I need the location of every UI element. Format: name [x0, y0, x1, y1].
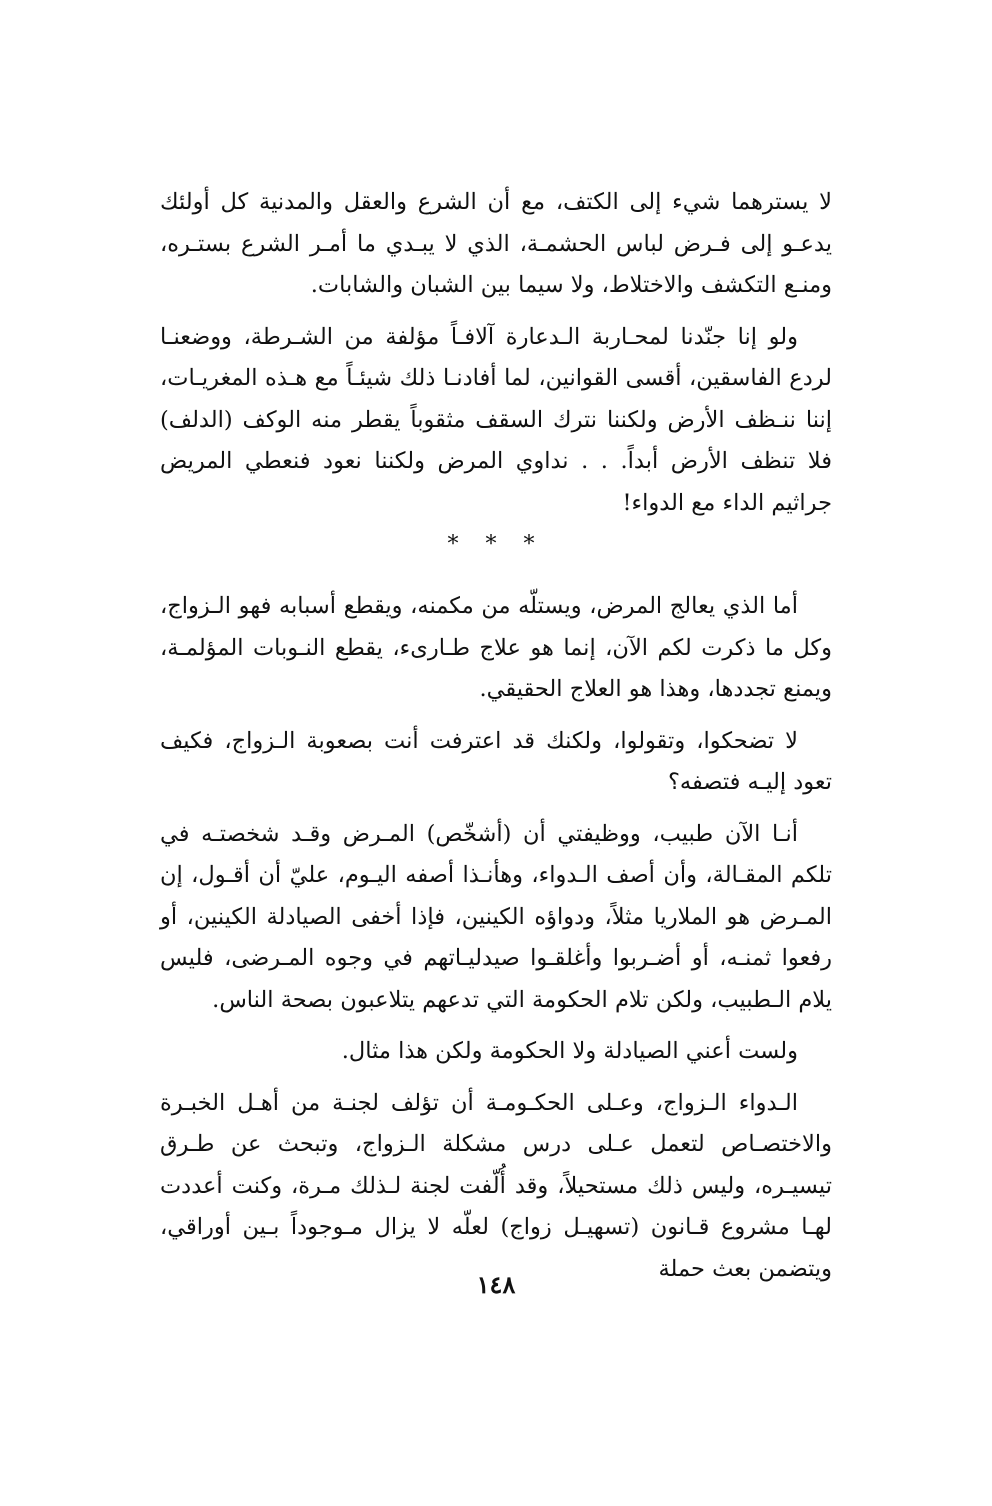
paragraph-7: الـدواء الـزواج، وعـلى الحكـومـة أن تؤلف لجنـة من أهـل الخبـرة والاختصـاص لتعمل عـلى درس مشكلة الـزواج، وتبحث عن طـرق تيسيـره، وليس ذلك مستحيلاً، وقد أُلّفت لجنة لـذلك مـرة، وكنت أعددت لهـا مشروع قـانون (تسهيـل زواج) لعلّه لا يزال مـوجوداً بـين أوراقي، ويتضمن بعث حملة: [160, 1089, 832, 1282]
paragraph-4: لا تضحكوا، وتقولوا، ولكنك قد اعترفت أنت بصعوبة الـزواج، فكيف تعود إليـه فتصفه؟: [160, 727, 832, 795]
paragraph-3: أما الذي يعالج المرض، ويستلّه من مكمنه، ويقطع أسبابه فهو الـزواج، وكل ما ذكرت لكم الآن، إنما هو علاج طـارىء، يقطع النـوبات المؤلمـة، ويمنع تجددها، وهذا هو العلاج الحقيقي.: [160, 593, 832, 702]
body-text: [160, 182, 832, 1300]
section-divider: * * *: [447, 532, 545, 557]
paragraph-5: أنـا الآن طبيب، ووظيفتي أن (أشخّص) المـرض وقـد شخصتـه في تلكم المقـالة، وأن أصف الـدواء، وهأنـذا أصفه اليـوم، عليّ أن أقـول، إن المـرض هو الملاريا مثلاً، ودواؤه الكينين، فإذا أخفى الصيادلة الكينين، أو رفعوا ثمنـه، أو أضـربوا وأغلقـوا صيدليـاتهم في وجوه المـرضى، فليس يلام الـطبيب، ولكن تلام الحكومة التي تدعهم يتلاعبون بصحة الناس.: [160, 820, 832, 1013]
paragraph-6: ولست أعني الصيادلة ولا الحكومة ولكن هذا مثال.: [341, 1038, 798, 1064]
page-number: ١٤٨: [476, 1270, 516, 1299]
paragraph-2: ولو إنا جنّدنا لمحـاربة الـدعارة آلافـاً مؤلفة من الشـرطة، ووضعنـا لردع الفاسقين، أقسى القوانين، لما أفادنـا ذلك شيئـاً مع هـذه المغريـات، إننا ننـظف الأرض ولكننا نترك السقف مثقوباً يقطر منه الوكف (الدلف) فلا تنظف الأرض أبداً. . . نداوي المرض ولكننا نعود فنعطي المريض جراثيم الداء مع الدواء!: [160, 323, 832, 516]
paragraph-1: لا يسترهما شيء إلى الكتف، مع أن الشرع والعقل والمدنية كل أولئك يدعـو إلى فـرض لباس الحشمـة، الذي لا يبـدي ما أمـر الشرع بستـره، ومنـع التكشف والاختلاط، ولا سيما بين الشبان والشابات.: [160, 189, 832, 298]
